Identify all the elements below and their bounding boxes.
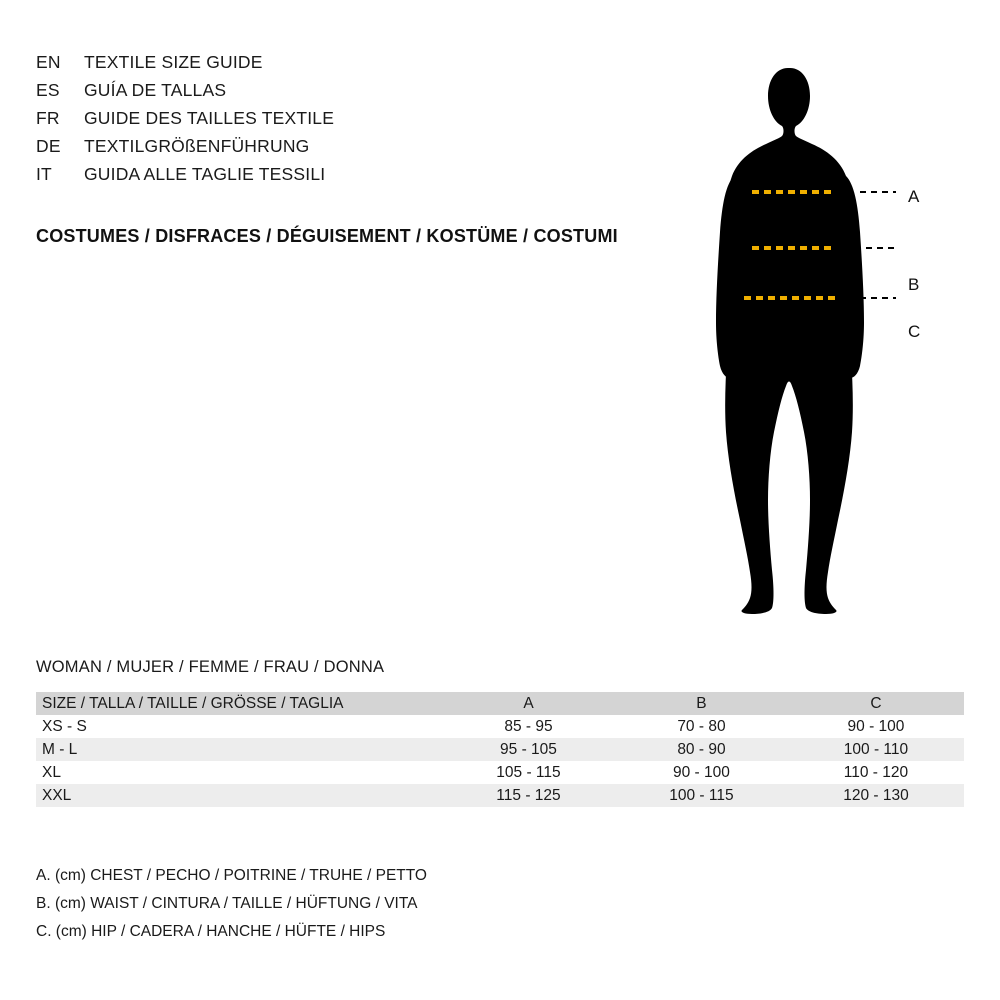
cell-b: 100 - 115 xyxy=(615,784,788,807)
language-text: GUIDE DES TAILLES TEXTILE xyxy=(84,108,335,128)
column-header-size: SIZE / TALLA / TAILLE / GRÖSSE / TAGLIA xyxy=(36,692,442,715)
measure-label-b: B xyxy=(908,275,920,294)
note-c: C. (cm) HIP / CADERA / HANCHE / HÜFTE / HIPS xyxy=(36,923,386,940)
table-row xyxy=(36,715,964,738)
cell-a: 115 - 125 xyxy=(442,784,615,807)
cell-c: 120 - 130 xyxy=(788,784,964,807)
column-header-a: A xyxy=(442,692,615,715)
language-text: TEXTILE SIZE GUIDE xyxy=(84,52,263,72)
language-row xyxy=(36,80,656,108)
table-row xyxy=(36,738,964,761)
cell-b: 70 - 80 xyxy=(615,715,788,738)
table-row xyxy=(36,761,964,784)
note-a: A. (cm) CHEST / PECHO / POITRINE / TRUHE / PETTO xyxy=(36,867,427,884)
cell-size: XXL xyxy=(36,784,442,807)
column-header-b: B xyxy=(615,692,788,715)
table-row xyxy=(36,784,964,807)
language-code: EN xyxy=(36,52,61,72)
cell-c: 110 - 120 xyxy=(788,761,964,784)
language-list xyxy=(36,52,656,192)
cell-a: 105 - 115 xyxy=(442,761,615,784)
cell-c: 100 - 110 xyxy=(788,738,964,761)
cell-b: 90 - 100 xyxy=(615,761,788,784)
cell-size: M - L xyxy=(36,738,442,761)
table-header-row xyxy=(36,692,964,715)
cell-size: XL xyxy=(36,761,442,784)
language-text: GUIDA ALLE TAGLIE TESSILI xyxy=(84,164,326,184)
table-head xyxy=(36,692,964,715)
language-code: IT xyxy=(36,164,52,184)
column-header-c: C xyxy=(788,692,964,715)
language-code: FR xyxy=(36,108,60,128)
language-row xyxy=(36,136,656,164)
size-table xyxy=(36,692,964,807)
table-body xyxy=(36,715,964,807)
table-title: WOMAN / MUJER / FEMME / FRAU / DONNA xyxy=(36,658,385,676)
cell-a: 85 - 95 xyxy=(442,715,615,738)
cell-b: 80 - 90 xyxy=(615,738,788,761)
cell-size: XS - S xyxy=(36,715,442,738)
costumes-heading: COSTUMES / DISFRACES / DÉGUISEMENT / KOSTÜME / COSTUMI xyxy=(36,226,618,246)
language-code: ES xyxy=(36,80,60,100)
language-text: TEXTILGRÖßENFÜHRUNG xyxy=(84,136,310,156)
note-b: B. (cm) WAIST / CINTURA / TAILLE / HÜFTUNG / VITA xyxy=(36,895,418,912)
cell-c: 90 - 100 xyxy=(788,715,964,738)
language-row xyxy=(36,108,656,136)
cell-a: 95 - 105 xyxy=(442,738,615,761)
measurement-notes xyxy=(36,862,427,946)
language-row xyxy=(36,164,656,192)
measure-label-c: C xyxy=(908,322,921,341)
language-row xyxy=(36,52,656,80)
measure-label-a: A xyxy=(908,187,920,206)
measure-label-group xyxy=(900,40,960,340)
language-text: GUÍA DE TALLAS xyxy=(84,80,227,100)
language-code: DE xyxy=(36,136,61,156)
